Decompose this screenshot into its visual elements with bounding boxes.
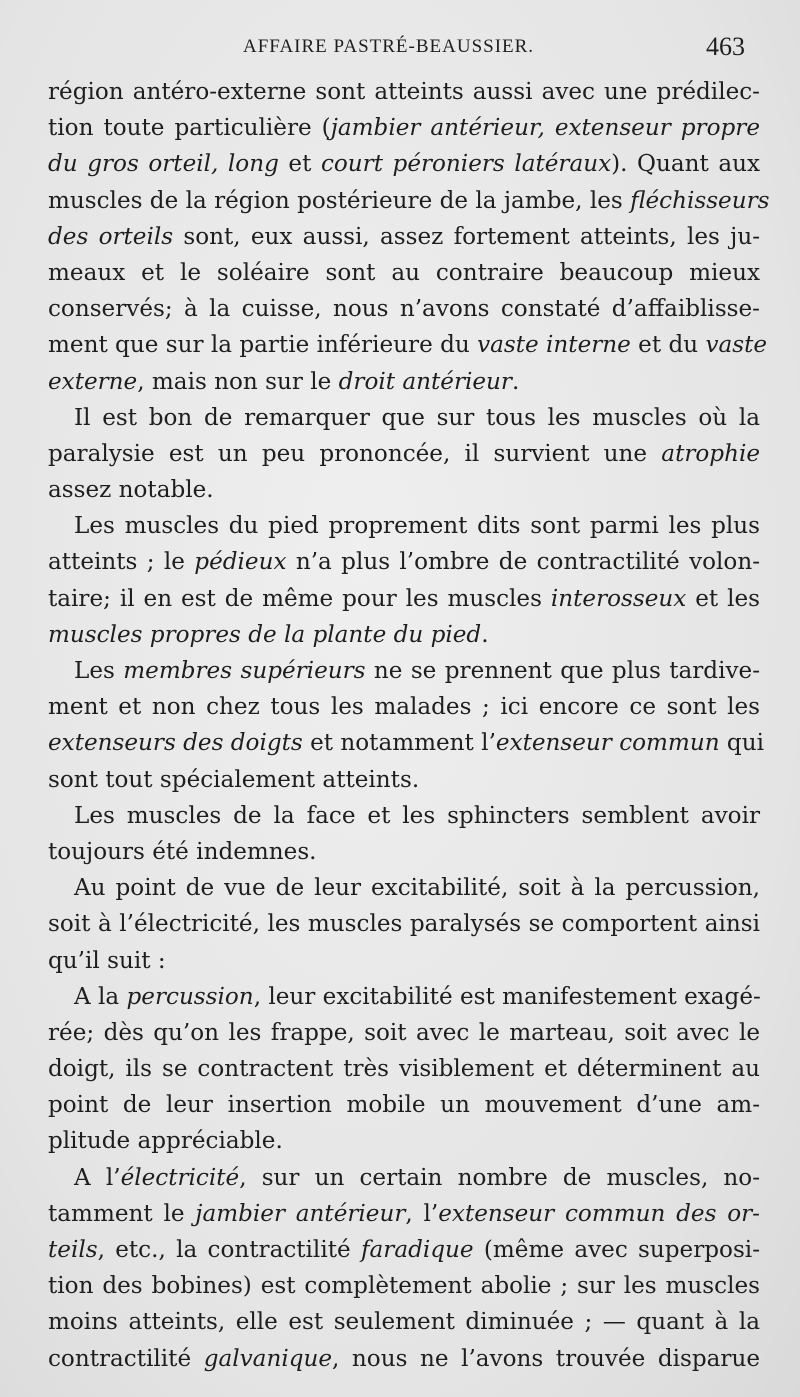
text-run: tion toute particulière ( bbox=[48, 115, 331, 142]
text-run: (même avec superposi- bbox=[473, 1237, 760, 1263]
text-line bbox=[48, 725, 764, 761]
text-line bbox=[48, 943, 760, 979]
text-run: taire; il en est de même pour les muscles bbox=[48, 585, 551, 612]
text-run: plitude appréciable. bbox=[48, 1128, 283, 1155]
text-run: Il est bon de remarquer que sur tous les muscles où la bbox=[74, 404, 760, 431]
italic-term: atrophie bbox=[661, 440, 760, 467]
text-run: moins atteints, elle est seulement diminuée ; — quant à la bbox=[48, 1309, 760, 1336]
text-run: n’a plus l’ombre de contractilité volon- bbox=[286, 549, 760, 576]
text-run: , leur excitabilité est manifestement exagé- bbox=[253, 983, 761, 1010]
text-run: ment que sur la partie inférieure du bbox=[48, 332, 478, 359]
italic-term: extenseur commun des or- bbox=[438, 1200, 760, 1227]
text-run: , sur un certain nombre de muscles, no- bbox=[239, 1164, 761, 1191]
italic-term: du gros orteil, long bbox=[48, 151, 279, 178]
text-run: Les muscles de la face et les sphincters semblent avoir bbox=[74, 802, 760, 829]
text-run: paralysie est un peu prononcée, il survient une bbox=[48, 440, 662, 467]
text-run: contractilité bbox=[48, 1345, 204, 1372]
text-run: soit à l’électricité, les muscles paralysés se comportent ainsi bbox=[48, 911, 760, 938]
text-line bbox=[48, 219, 760, 255]
text-line bbox=[48, 1160, 760, 1196]
text-line bbox=[48, 653, 760, 689]
running-head: AFFAIRE PASTRÉ-BEAUSSIER. bbox=[243, 36, 535, 57]
text-line bbox=[48, 906, 760, 942]
italic-term: galvanique bbox=[203, 1345, 333, 1372]
text-line bbox=[48, 544, 760, 580]
text-line bbox=[48, 508, 760, 544]
text-line bbox=[48, 364, 760, 400]
italic-term: teils bbox=[48, 1237, 98, 1263]
text-line bbox=[48, 689, 760, 725]
text-line bbox=[48, 870, 760, 906]
italic-term: percussion bbox=[126, 983, 254, 1010]
text-run: et notamment l’ bbox=[302, 730, 496, 757]
text-run: et les bbox=[686, 585, 760, 612]
text-run: ment et non chez tous les malades ; ici encore ce sont les bbox=[48, 694, 760, 721]
text-line bbox=[48, 110, 760, 146]
text-run: et bbox=[278, 151, 321, 178]
text-run: qui bbox=[719, 730, 764, 757]
text-run: A la bbox=[74, 983, 127, 1010]
text-run: toujours été indemnes. bbox=[48, 838, 317, 865]
text-line bbox=[48, 436, 760, 472]
text-line bbox=[48, 472, 760, 508]
text-line bbox=[48, 1304, 760, 1340]
text-line bbox=[48, 400, 760, 436]
text-run: . bbox=[511, 368, 520, 395]
text-line bbox=[48, 146, 760, 182]
text-line bbox=[48, 183, 770, 219]
italic-term: vaste bbox=[705, 332, 768, 359]
text-run: et du bbox=[630, 332, 706, 359]
italic-term: droit antérieur bbox=[338, 368, 512, 395]
text-run: sont tout spécialement atteints. bbox=[48, 766, 420, 793]
italic-term: faradique bbox=[360, 1237, 474, 1263]
text-run: muscles de la région postérieure de la jambe, les bbox=[48, 187, 631, 214]
text-line bbox=[48, 1051, 760, 1087]
text-run: conservés; à la cuisse, nous n’avons constaté d’affaiblisse- bbox=[48, 296, 760, 323]
text-line bbox=[48, 617, 760, 653]
text-line bbox=[48, 1015, 760, 1051]
text-line bbox=[48, 1341, 760, 1377]
italic-term: membres supérieurs bbox=[123, 658, 366, 684]
text-run: ). Quant aux bbox=[611, 151, 760, 178]
text-run: Les muscles du pied proprement dits sont parmi les plus bbox=[74, 513, 760, 540]
text-line bbox=[48, 74, 760, 110]
italic-term: extenseurs des doigts bbox=[48, 730, 303, 757]
text-line bbox=[48, 1232, 760, 1268]
italic-term: externe bbox=[48, 368, 138, 395]
text-run: assez notable. bbox=[48, 477, 214, 504]
italic-term: extenseur commun bbox=[495, 730, 720, 757]
text-line bbox=[48, 1123, 760, 1159]
page-number: 463 bbox=[706, 32, 745, 61]
italic-term: interosseux bbox=[550, 585, 687, 612]
italic-term: muscles propres de la plante du pied bbox=[48, 621, 482, 648]
italic-term: des orteils bbox=[48, 223, 174, 250]
text-run: , l’ bbox=[405, 1200, 439, 1227]
text-line bbox=[48, 762, 760, 798]
text-run: meaux et le soléaire sont au contraire beaucoup mieux bbox=[48, 259, 760, 286]
text-run: tion des bobines) est complètement abolie ; sur les muscles bbox=[48, 1273, 760, 1300]
italic-term: jambier antérieur bbox=[195, 1200, 406, 1227]
text-run: sont, eux aussi, assez fortement atteints, les ju- bbox=[173, 223, 760, 250]
text-run: . bbox=[481, 621, 489, 648]
text-run: tamment le bbox=[48, 1200, 196, 1227]
text-line bbox=[48, 1087, 760, 1123]
text-line bbox=[48, 255, 760, 291]
text-run: atteints ; le bbox=[48, 549, 195, 576]
text-run: ne se prennent que plus tardive- bbox=[365, 658, 760, 684]
text-run: A l’ bbox=[74, 1164, 121, 1191]
italic-term: fléchisseurs bbox=[630, 187, 770, 214]
text-line bbox=[48, 979, 760, 1015]
text-run: qu’il suit : bbox=[48, 947, 166, 974]
text-run: Les bbox=[74, 658, 124, 684]
text-run: rée; dès qu’on les frappe, soit avec le marteau, soit avec le bbox=[48, 1019, 760, 1046]
text-line bbox=[48, 1196, 760, 1232]
text-run: , etc., la contractilité bbox=[97, 1237, 361, 1263]
text-run: Au point de vue de leur excitabilité, soit à la percussion, bbox=[74, 875, 760, 902]
text-run: , nous ne l’avons trouvée disparue bbox=[332, 1345, 760, 1372]
italic-term: court péroniers latéraux bbox=[320, 151, 612, 178]
text-line bbox=[48, 581, 760, 617]
text-line bbox=[48, 327, 768, 363]
text-run: , mais non sur le bbox=[137, 368, 339, 395]
body-text bbox=[48, 74, 770, 1377]
text-line bbox=[48, 1268, 760, 1304]
text-run: doigt, ils se contractent très visiblement et déterminent au bbox=[48, 1056, 760, 1083]
text-line bbox=[48, 798, 760, 834]
page-header bbox=[0, 34, 800, 64]
text-run: point de leur insertion mobile un mouvement d’une am- bbox=[48, 1092, 760, 1119]
italic-term: pédieux bbox=[194, 549, 287, 576]
italic-term: vaste interne bbox=[477, 332, 631, 359]
italic-term: électricité bbox=[120, 1164, 240, 1191]
italic-term: jambier antérieur, extenseur propre bbox=[330, 115, 760, 142]
text-line bbox=[48, 291, 760, 327]
text-run: région antéro-externe sont atteints aussi avec une prédilec- bbox=[48, 79, 760, 105]
text-line bbox=[48, 834, 760, 870]
